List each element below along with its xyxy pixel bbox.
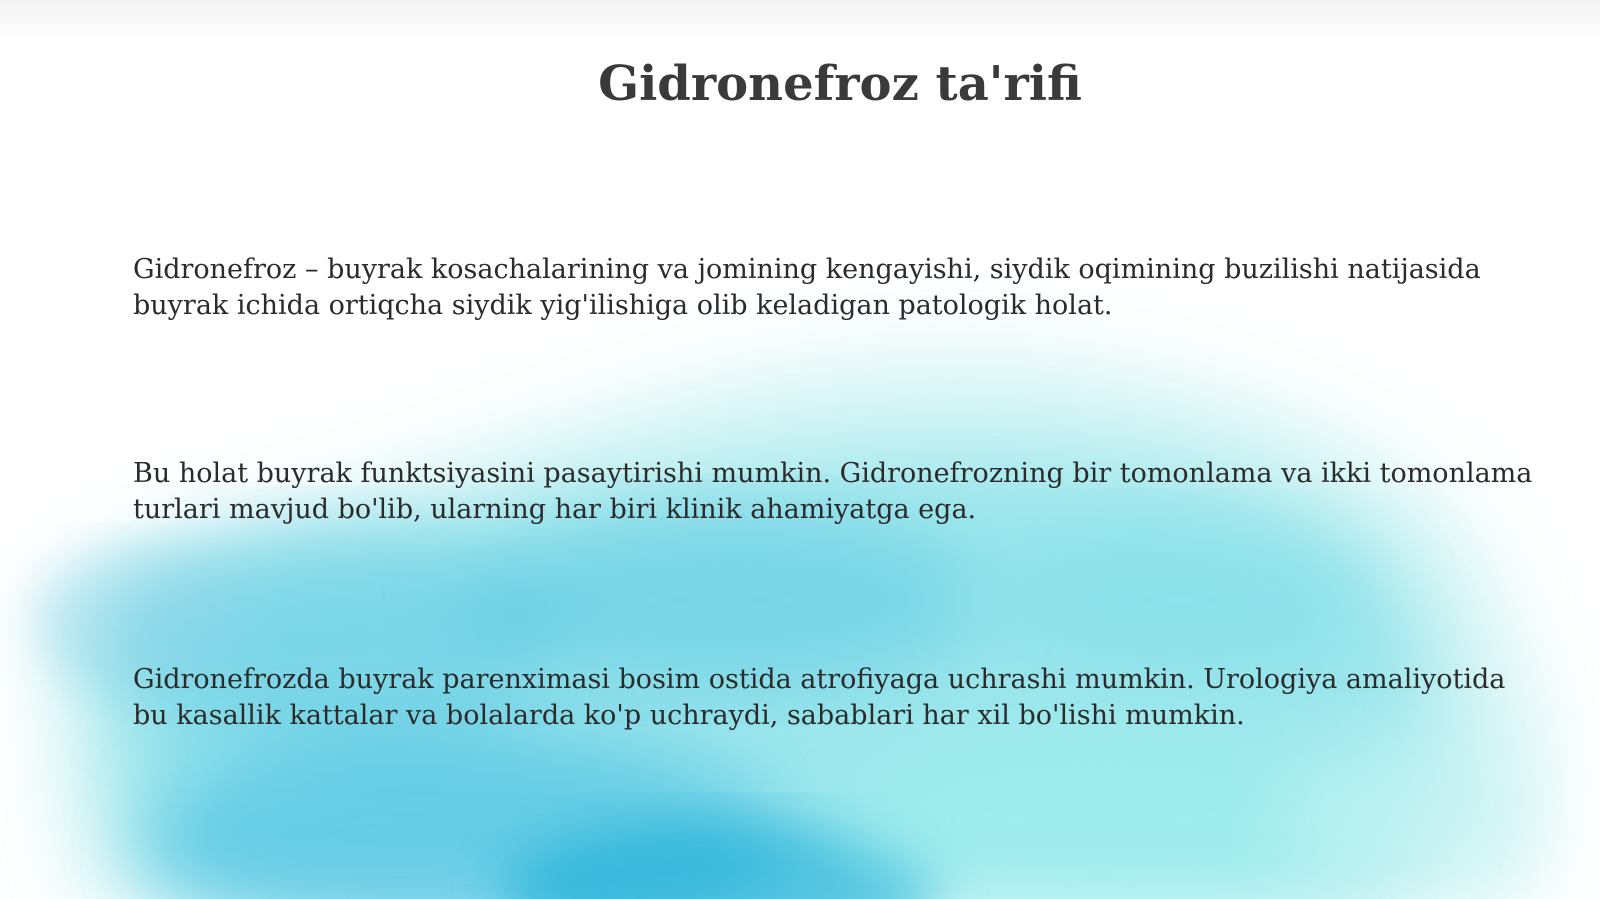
- paragraph-atrophy: Gidronefrozda buyrak parenximasi bosim ostida atrofiyaga uchrashi mumkin. Urologiya amaliyotida bu kasallik kattalar va bolalarda ko'p uchraydi, sabablari har xil bo'lishi mumkin.: [133, 664, 1506, 731]
- paragraph-types: Bu holat buyrak funktsiyasini pasaytirishi mumkin. Gidronefrozning bir tomonlama va ikki tomonlama turlari mavjud bo'lib, ularning har biri klinik ahamiyatga ega.: [133, 458, 1533, 525]
- slide-title: Gidronefroz ta'rifi: [598, 56, 1082, 112]
- paragraph-definition: Gidronefroz – buyrak kosachalarining va jomining kengayishi, siydik oqimining buzilishi natijasida buyrak ichida ortiqcha siydik yig'ilishiga olib keladigan patologik holat.: [133, 254, 1481, 321]
